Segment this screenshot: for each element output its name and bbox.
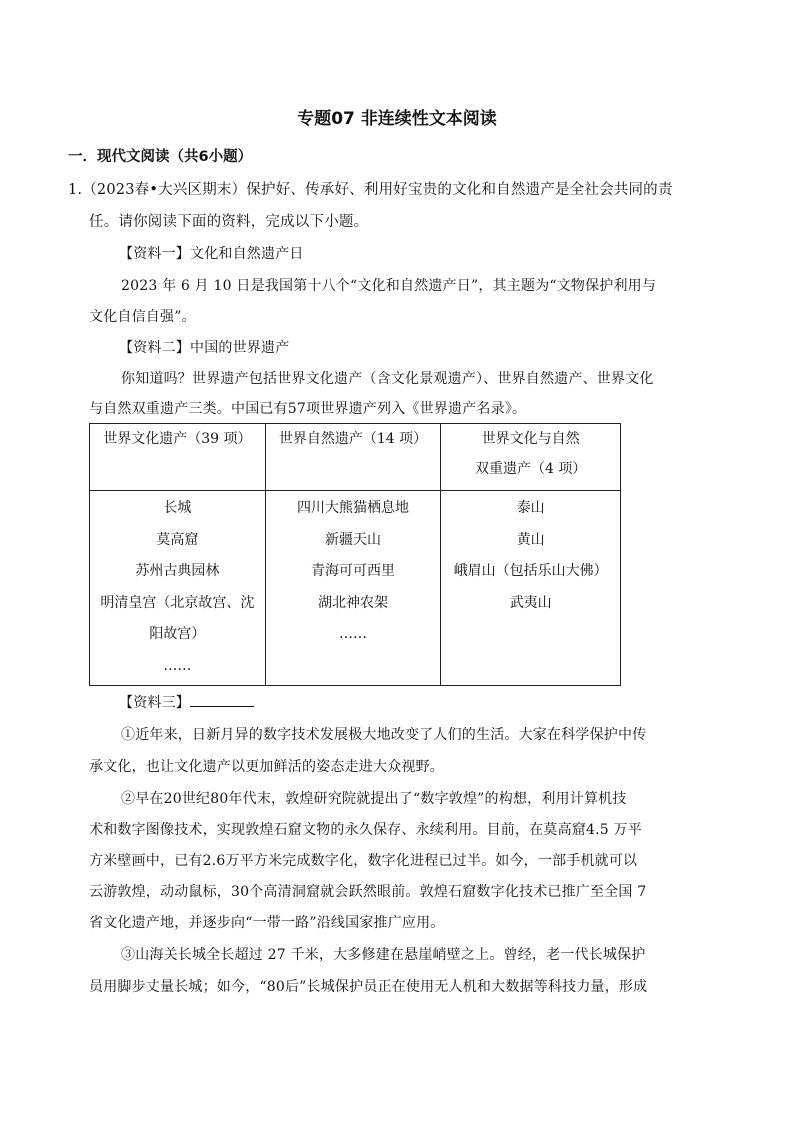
list-item: 明清皇宫（北京故宫、沈	[100, 594, 255, 611]
material1-para-line-2: 文化自信自强”。	[89, 309, 196, 325]
material3-p2-line-2: 术和数字图像技术，实现敦煌石窟文物的永久保存、永续利用。目前，在莫高窟4.5 万平	[89, 822, 642, 838]
material1-para-line-1: 2023 年 6 月 10 日是我国第十八个“文化和自然遗产日”，其主题为“文物保护利用与	[121, 278, 657, 294]
list-item: ……	[339, 626, 368, 642]
material3-heading-row	[119, 692, 254, 712]
table-cell-mixed-list	[441, 491, 621, 686]
table-header-natural: 世界自然遗产（14 项）	[265, 424, 441, 491]
list-item: 峨眉山（包括乐山大佛）	[453, 563, 608, 579]
section-heading: 一．现代文阅读（共6小题）	[68, 149, 253, 165]
list-item: 青海可可西里	[311, 563, 396, 579]
material3-p2-line-4: 云游敦煌，动动鼠标，30个高清洞窟就会跃然眼前。敦煌石窟数字化技术已推广至全国 7	[89, 884, 647, 900]
question-line-2: 任。请你阅读下面的资料，完成以下小题。	[89, 214, 369, 230]
list-item: 湖北神农架	[318, 594, 389, 611]
material3-p3-line-1: ③山海关长城全长超过 27 千米，大多修建在悬崖峭壁之上。曾经，老一代长城保护	[121, 947, 646, 963]
material1-heading: 【资料一】文化和自然遗产日	[119, 246, 304, 262]
list-item: 武夷山	[509, 594, 552, 611]
list-item: 黄山	[516, 531, 545, 548]
list-item: 泰山	[516, 500, 545, 516]
material2-heading: 【资料二】中国的世界遗产	[119, 340, 290, 356]
list-item: 阳故宫）	[149, 626, 206, 642]
list-item: 苏州古典园林	[135, 563, 220, 579]
table-header-mixed: 世界文化与自然 双重遗产（4 项）	[441, 424, 621, 491]
material3-p1-line-2: 承文化，也让文化遗产以更加鲜活的姿态走进大众视野。	[89, 759, 444, 775]
material3-p2-line-1: ②早在20世纪80年代末，敦煌研究院就提出了“数字敦煌”的构想，利用计算机技	[121, 791, 627, 807]
answer-blank[interactable]	[190, 694, 254, 707]
list-item: ……	[163, 657, 192, 674]
table-cell-natural-list	[265, 491, 441, 686]
table-header-cultural: 世界文化遗产（39 项）	[90, 424, 266, 491]
material3-p1-line-1: ①近年来，日新月异的数字技术发展极大地改变了人们的生活。大家在科学保护中传	[121, 727, 647, 743]
list-item: 莫高窟	[156, 531, 199, 548]
page-title: 专题07 非连续性文本阅读	[297, 109, 497, 129]
list-item: 新疆天山	[325, 531, 382, 548]
material3-p2-line-3: 方米壁画中，已有2.6万平方米完成数字化，数字化进程已过半。如今，一部手机就可以	[89, 853, 638, 869]
table-cell-cultural-list	[90, 491, 266, 686]
material3-p2-line-5: 省文化遗产地，并逐步向“一带一路”沿线国家推广应用。	[89, 915, 445, 931]
material3-p3-line-2: 员用脚步丈量长城；如今，“80后”长城保护员正在使用无人机和大数据等科技力量，形成	[89, 979, 648, 995]
question-line-1: 1.（2023春•大兴区期末）保护好、传承好、利用好宝贵的文化和自然遗产是全社会共同的责	[68, 182, 673, 198]
world-heritage-table	[89, 423, 621, 686]
list-item: 四川大熊猫栖息地	[297, 500, 410, 516]
list-item: 长城	[163, 500, 192, 516]
material3-heading: 【资料三】	[119, 695, 190, 711]
material2-para-line-1: 你知道吗？世界遗产包括世界文化遗产（含文化景观遗产）、世界自然遗产、世界文化	[121, 371, 654, 387]
material2-para-line-2: 与自然双重遗产三类。中国已有57项世界遗产列入《世界遗产名录》。	[89, 401, 527, 417]
